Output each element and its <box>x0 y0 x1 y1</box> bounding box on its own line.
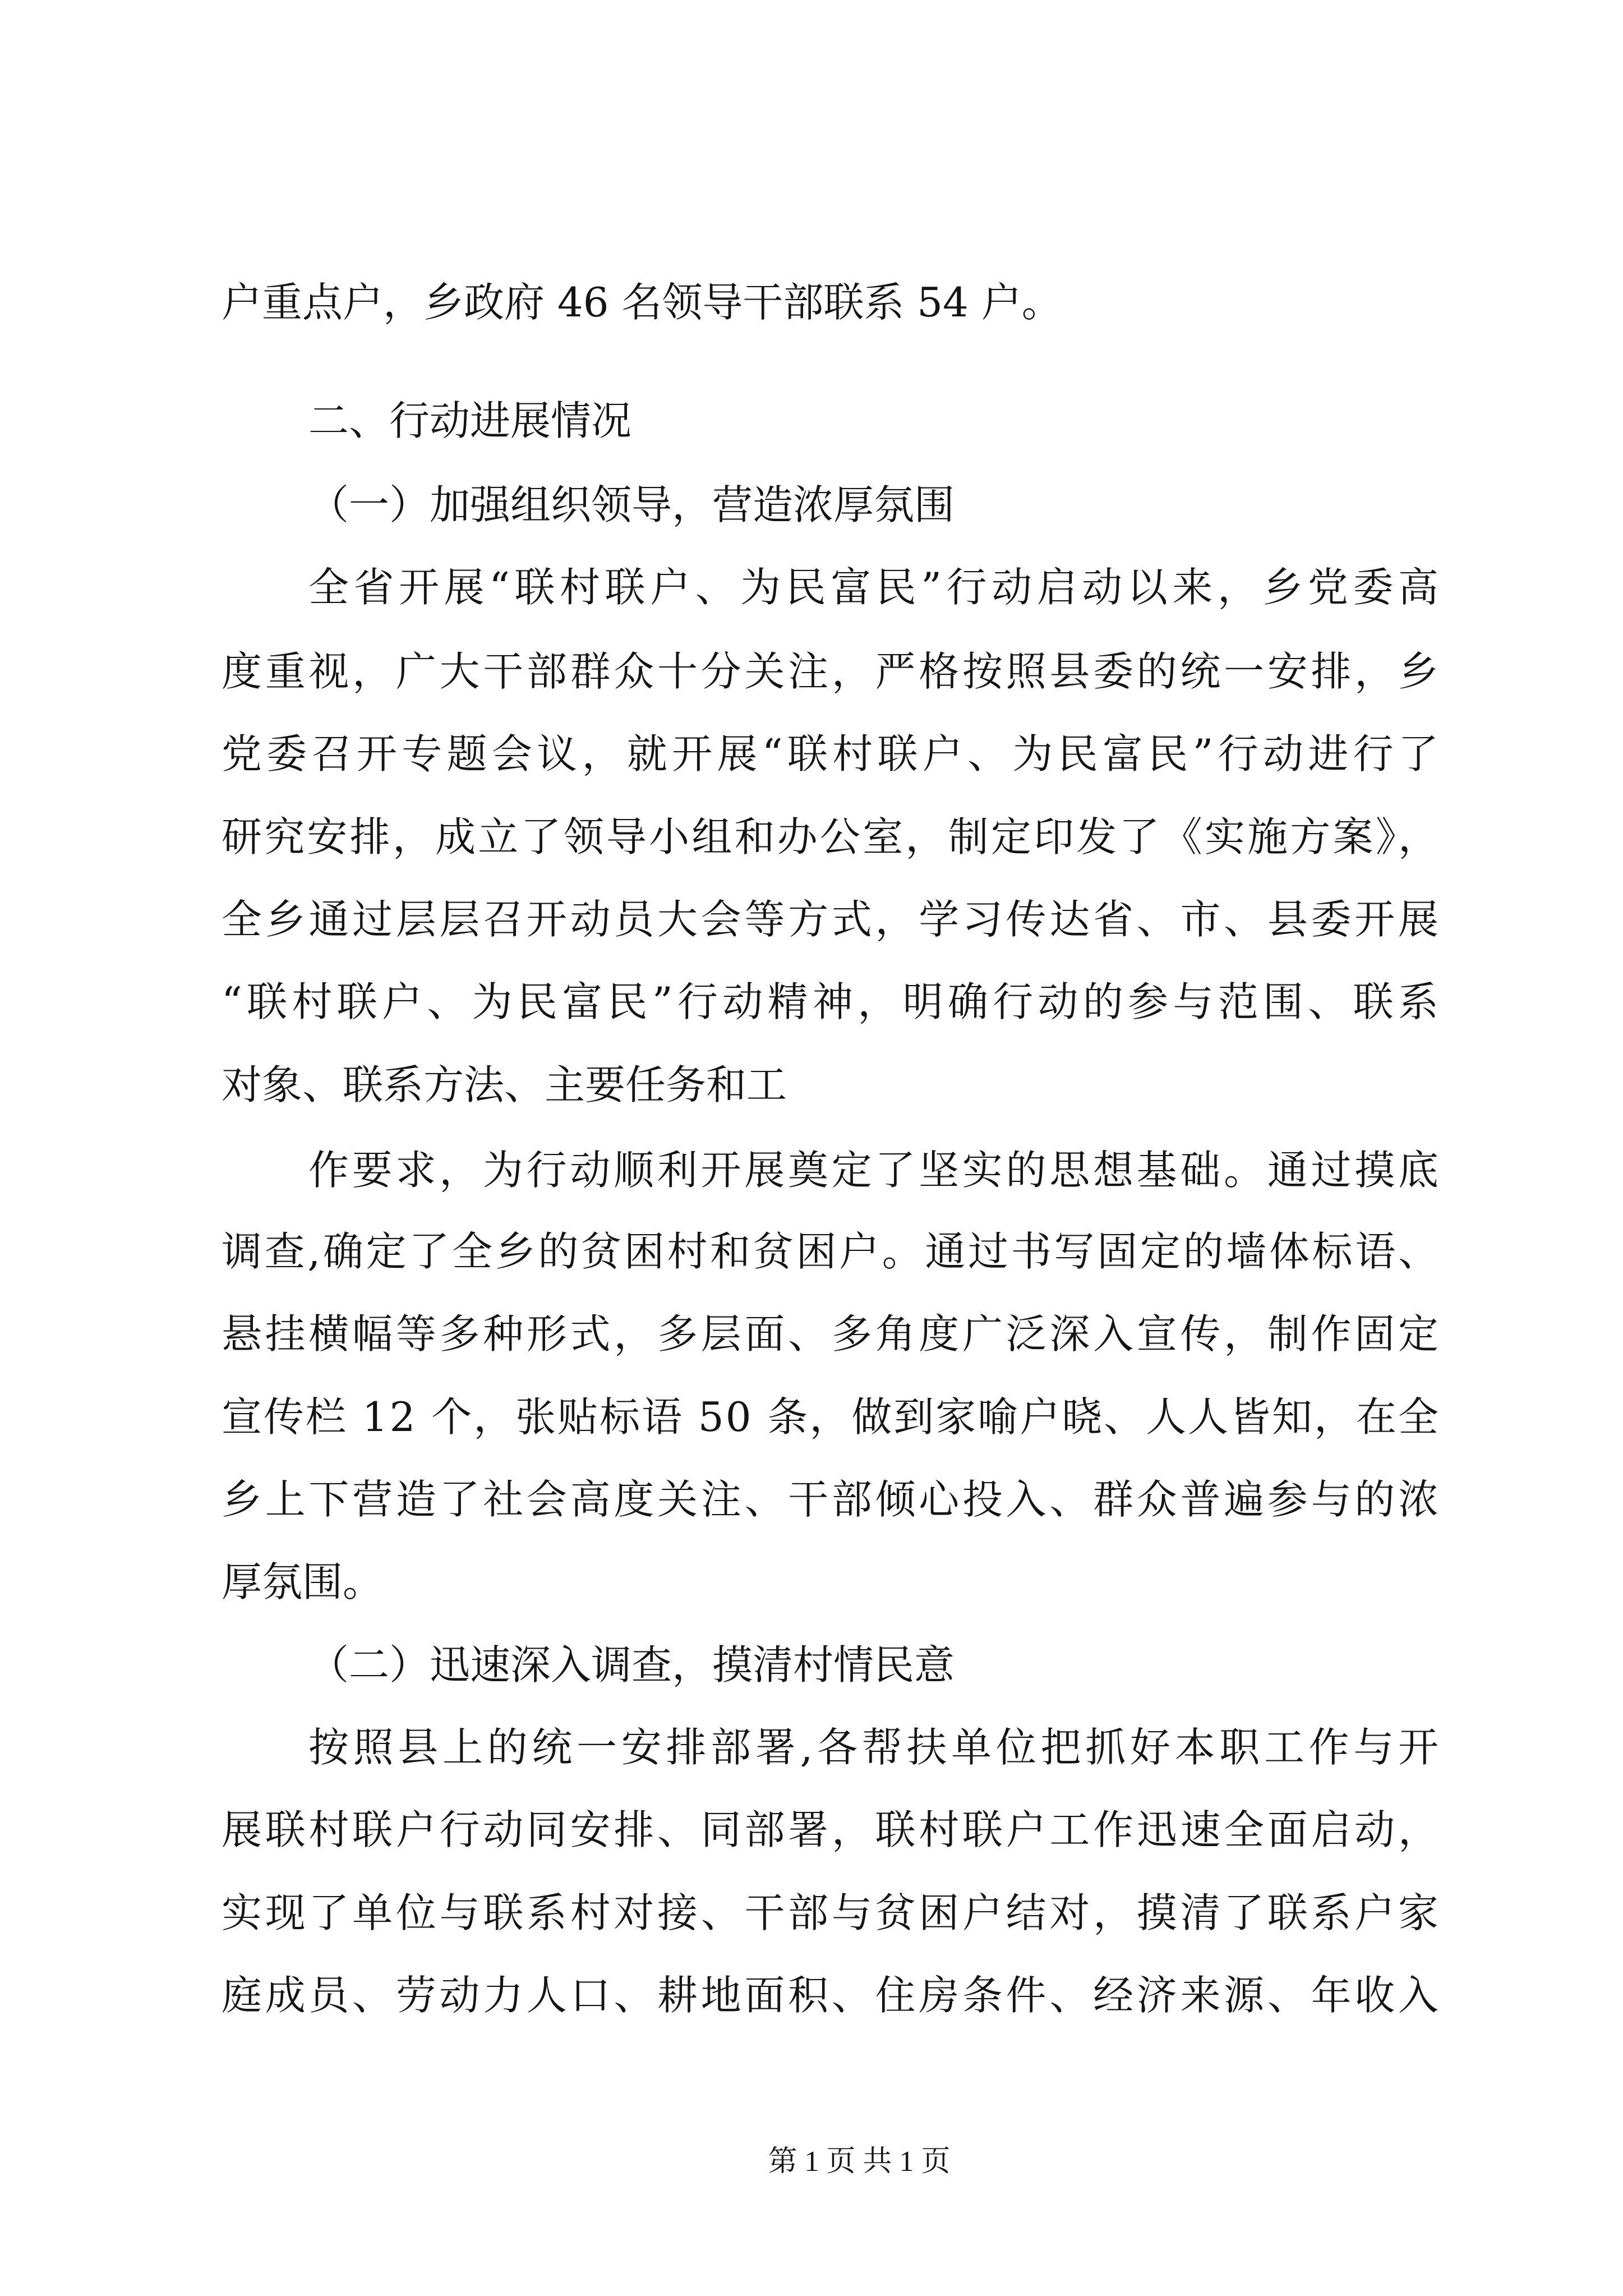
paragraph-line <box>222 974 1444 1030</box>
paragraph-line <box>222 643 1442 700</box>
line-text: 展联村联户行动同安排、同部署，联村联户工作迅速全面启动， <box>222 1806 1442 1853</box>
subsection-heading <box>308 1637 1438 1693</box>
paragraph-line <box>222 891 1442 947</box>
paragraph-line <box>222 1802 1442 1858</box>
paragraph-line <box>308 1719 1443 1775</box>
line-text: 庭成员、劳动力人口、耕地面积、住房条件、经济来源、年收入 <box>222 1972 1442 2019</box>
subsection-heading-text: （一）加强组织领导，营造浓厚氛围 <box>308 481 955 528</box>
paragraph-line <box>308 559 1444 615</box>
line-text: 户重点户，乡政府 46 名领导干部联系 54 户。 <box>222 279 1062 326</box>
paragraph-line <box>222 1306 1442 1362</box>
line-text: 厚氛围。 <box>222 1558 384 1605</box>
paragraph-line <box>222 1554 1438 1610</box>
paragraph-line <box>222 726 1444 782</box>
subsection-heading-text: （二）迅速深入调查，摸清村情民意 <box>308 1641 955 1688</box>
line-text: 按照县上的统一安排部署,各帮扶单位把抓好本职工作与开 <box>308 1724 1443 1771</box>
line-text: “联村联户、为民富民”行动精神，明确行动的参与范围、联系 <box>222 978 1444 1025</box>
paragraph-line <box>222 1967 1442 2023</box>
line-text: 全省开展“联村联户、为民富民”行动启动以来，乡党委高 <box>308 564 1444 611</box>
line-text: 全乡通过层层召开动员大会等方式，学习传达省、市、县委开展 <box>222 896 1442 943</box>
subsection-heading <box>308 477 1438 533</box>
line-text: 研究安排，成立了领导小组和办公室，制定印发了《实施方案》， <box>222 813 1441 861</box>
page-footer: 第 1 页 共 1 页 <box>768 2146 951 2178</box>
line-text: 党委召开专题会议，就开展“联村联户、为民富民”行动进行了 <box>222 730 1444 777</box>
paragraph-line <box>222 1057 1438 1113</box>
section-heading <box>308 393 1438 449</box>
line-text: 对象、联系方法、主要任务和工 <box>222 1061 787 1108</box>
paragraph-line <box>222 809 1441 865</box>
line-text: 乡上下营造了社会高度关注、干部倾心投入、群众普遍参与的浓 <box>222 1476 1442 1523</box>
line-text: 调查,确定了全乡的贫困村和贫困户。通过书写固定的墙体标语、 <box>222 1228 1441 1275</box>
line-text: 实现了单位与联系村对接、干部与贫困户结对，摸清了联系户家 <box>222 1889 1442 1936</box>
line-text: 宣传栏 12 个，张贴标语 50 条，做到家喻户晓、人人皆知，在全 <box>222 1393 1440 1441</box>
paragraph-line <box>308 1142 1442 1198</box>
paragraph-line <box>222 1223 1441 1280</box>
paragraph-line <box>222 1389 1438 1445</box>
line-text: 作要求，为行动顺利开展奠定了坚实的思想基础。通过摸底 <box>308 1147 1442 1194</box>
paragraph-line <box>222 274 1438 330</box>
paragraph-line <box>222 1471 1442 1527</box>
line-text: 悬挂横幅等多种形式，多层面、多角度广泛深入宣传，制作固定 <box>222 1310 1442 1358</box>
line-text: 度重视，广大干部群众十分关注，严格按照县委的统一安排，乡 <box>222 648 1442 695</box>
section-heading-text: 二、行动进展情况 <box>308 397 632 444</box>
paragraph-line <box>222 1885 1442 1941</box>
